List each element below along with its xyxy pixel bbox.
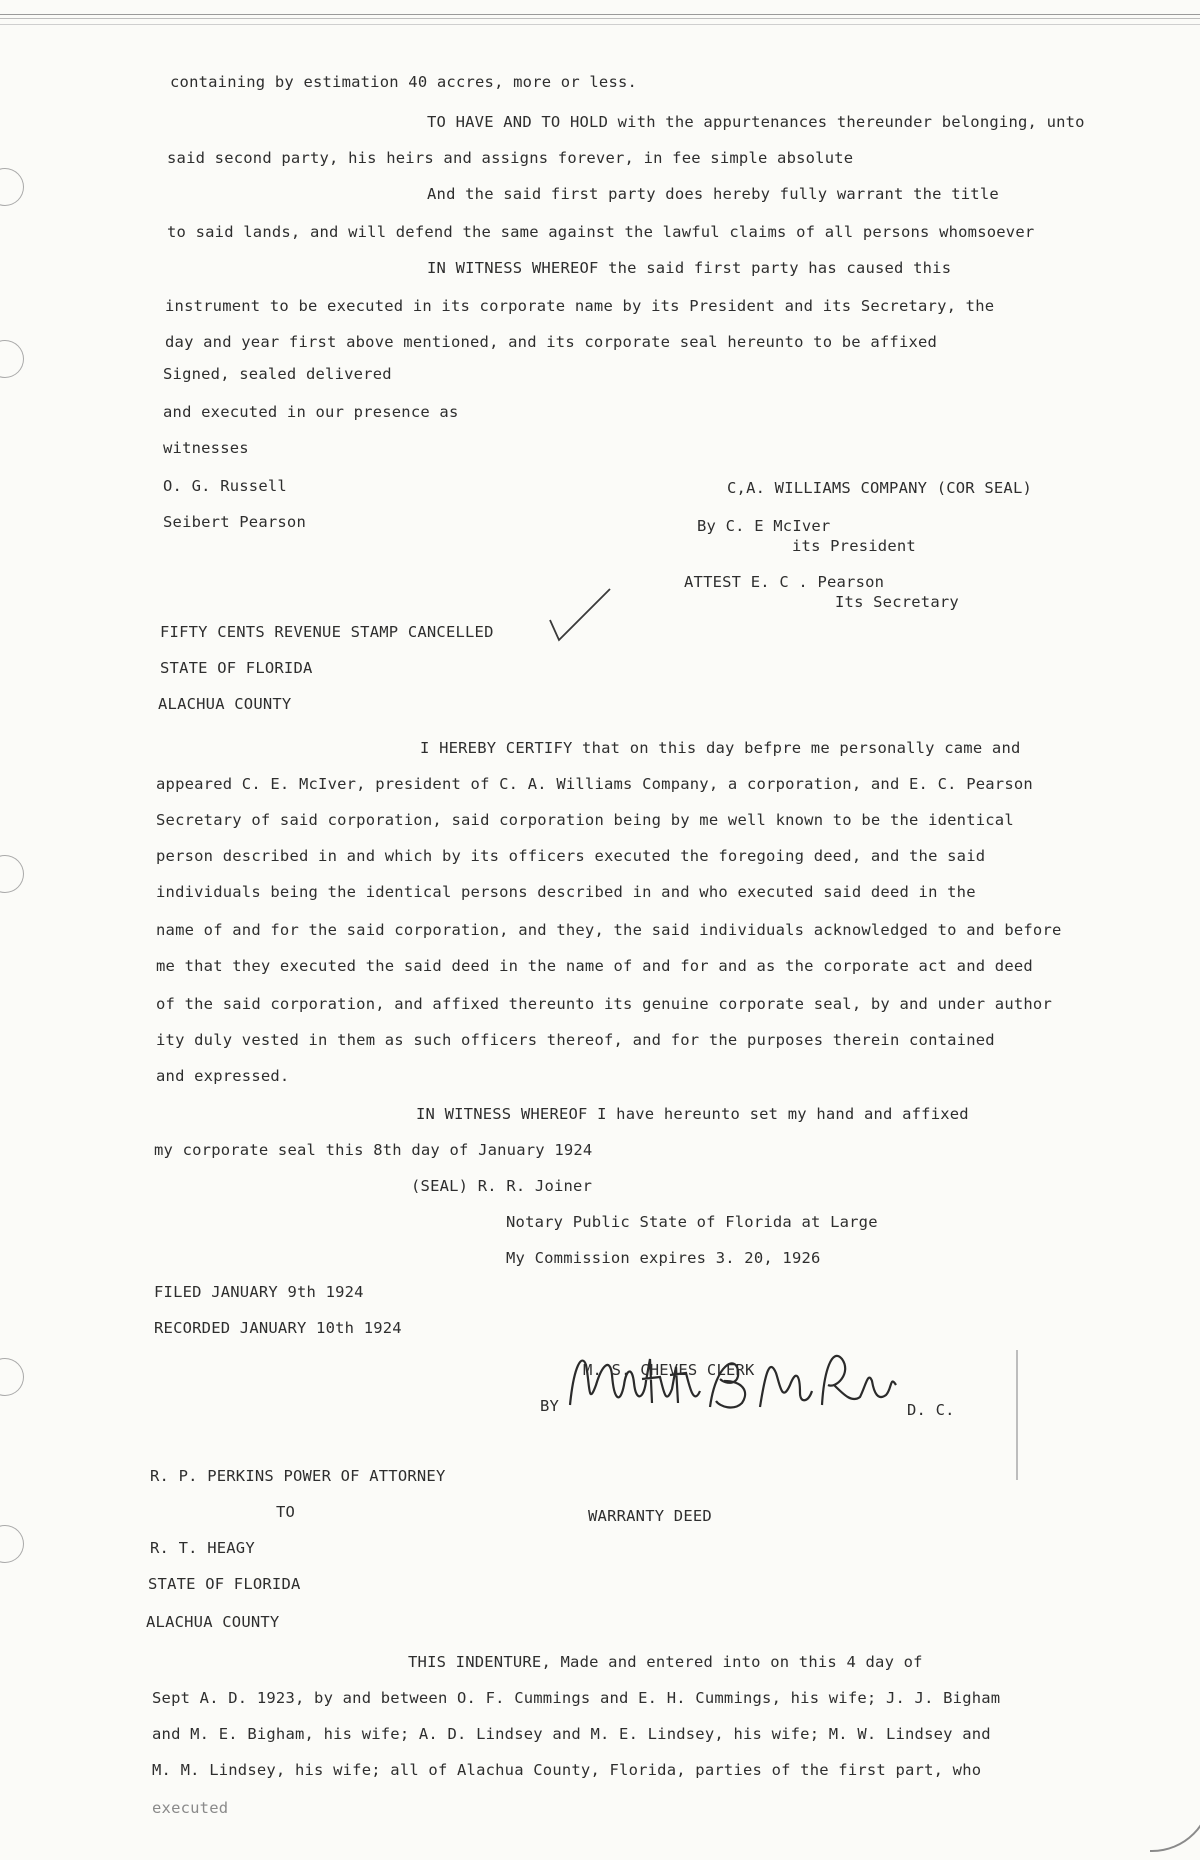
- clerk-name: M. S. CHEVES CLERK: [583, 1361, 755, 1379]
- text-line: M. M. Lindsey, his wife; all of Alachua County, Florida, parties of the first part, who: [152, 1761, 982, 1779]
- grantee-name: R. T. HEAGY: [150, 1539, 255, 1557]
- text-line: TO HAVE AND TO HOLD with the appurtenances thereunder belonging, unto: [427, 113, 1085, 131]
- text-line: name of and for the said corporation, and they, the said individuals acknowledged to and before: [156, 921, 1062, 939]
- text-line: witnesses: [163, 439, 249, 457]
- text-line: and expressed.: [156, 1067, 290, 1085]
- deed-type: WARRANTY DEED: [588, 1507, 712, 1525]
- text-line: instrument to be executed in its corporate name by its President and its Secretary, the: [165, 297, 995, 315]
- text-line: of the said corporation, and affixed thereunto its genuine corporate seal, by and under author: [156, 995, 1052, 1013]
- text-line: Secretary of said corporation, said corporation being by me well known to be the identical: [156, 811, 1014, 829]
- filed-date: FILED JANUARY 9th 1924: [154, 1283, 364, 1301]
- dc-label: D. C.: [907, 1401, 955, 1419]
- text-line-cut: executed: [152, 1799, 229, 1817]
- text-line: and M. E. Bigham, his wife; A. D. Lindsey and M. E. Lindsey, his wife; M. W. Lindsey and: [152, 1725, 991, 1743]
- punch-hole: [0, 1525, 24, 1563]
- text-line: And the said first party does hereby fully warrant the title: [427, 185, 999, 203]
- state-heading: STATE OF FLORIDA: [160, 659, 313, 677]
- stamp-note: FIFTY CENTS REVENUE STAMP CANCELLED: [160, 623, 494, 641]
- text-line: individuals being the identical persons described in and who executed said deed in the: [156, 883, 976, 901]
- checkmark-icon: [545, 585, 615, 645]
- text-line: containing by estimation 40 accres, more or less.: [170, 73, 638, 91]
- notary-seal: (SEAL) R. R. Joiner: [411, 1177, 593, 1195]
- handwritten-signature: [560, 1345, 900, 1425]
- punch-hole: [0, 1358, 24, 1396]
- text-line: me that they executed the said deed in the name of and for and as the corporate act and deed: [156, 957, 1033, 975]
- signer-title: Its Secretary: [835, 593, 959, 611]
- page-corner: [1150, 1700, 1200, 1852]
- to-label: TO: [276, 1503, 296, 1521]
- county-heading: ALACHUA COUNTY: [158, 695, 292, 713]
- text-line: IN WITNESS WHEREOF the said first party has caused this: [427, 259, 952, 277]
- signed-by: By C. E McIver: [697, 517, 831, 535]
- attest-line: ATTEST E. C . Pearson: [684, 573, 885, 591]
- top-rule: [0, 14, 1200, 15]
- text-line: Signed, sealed delivered: [163, 365, 392, 383]
- punch-hole: [0, 340, 24, 378]
- state-heading: STATE OF FLORIDA: [148, 1575, 301, 1593]
- text-line: said second party, his heirs and assigns forever, in fee simple absolute: [167, 149, 854, 167]
- signer-title: its President: [792, 537, 916, 555]
- text-line: to said lands, and will defend the same against the lawful claims of all persons whomsoever: [167, 223, 1035, 241]
- margin-bar: [1016, 1350, 1018, 1480]
- witness-name: O. G. Russell: [163, 477, 287, 495]
- county-heading: ALACHUA COUNTY: [146, 1613, 280, 1631]
- commission-expiry: My Commission expires 3. 20, 1926: [506, 1249, 821, 1267]
- by-label: BY: [540, 1397, 560, 1415]
- text-line: and executed in our presence as: [163, 403, 459, 421]
- text-line: person described in and which by its officers executed the foregoing deed, and the said: [156, 847, 986, 865]
- recorded-date: RECORDED JANUARY 10th 1924: [154, 1319, 402, 1337]
- text-line: my corporate seal this 8th day of January 1924: [154, 1141, 593, 1159]
- text-line: day and year first above mentioned, and its corporate seal hereunto to be affixed: [165, 333, 938, 351]
- text-line: ity duly vested in them as such officers thereof, and for the purposes therein contained: [156, 1031, 995, 1049]
- text-line: appeared C. E. McIver, president of C. A. Williams Company, a corporation, and E. C. Pearson: [156, 775, 1033, 793]
- top-rule-3: [0, 24, 1200, 25]
- company-name: C,A. WILLIAMS COMPANY (COR SEAL): [727, 479, 1033, 497]
- text-line: I HEREBY CERTIFY that on this day befpre me personally came and: [420, 739, 1021, 757]
- grantor-name: R. P. PERKINS POWER OF ATTORNEY: [150, 1467, 446, 1485]
- top-rule-2: [0, 18, 1200, 19]
- text-line: Sept A. D. 1923, by and between O. F. Cummings and E. H. Cummings, his wife; J. J. Bigham: [152, 1689, 1001, 1707]
- text-line: THIS INDENTURE, Made and entered into on this 4 day of: [408, 1653, 923, 1671]
- notary-title: Notary Public State of Florida at Large: [506, 1213, 878, 1231]
- text-line: IN WITNESS WHEREOF I have hereunto set my hand and affixed: [416, 1105, 969, 1123]
- punch-hole: [0, 168, 24, 206]
- punch-hole: [0, 855, 24, 893]
- witness-name: Seibert Pearson: [163, 513, 306, 531]
